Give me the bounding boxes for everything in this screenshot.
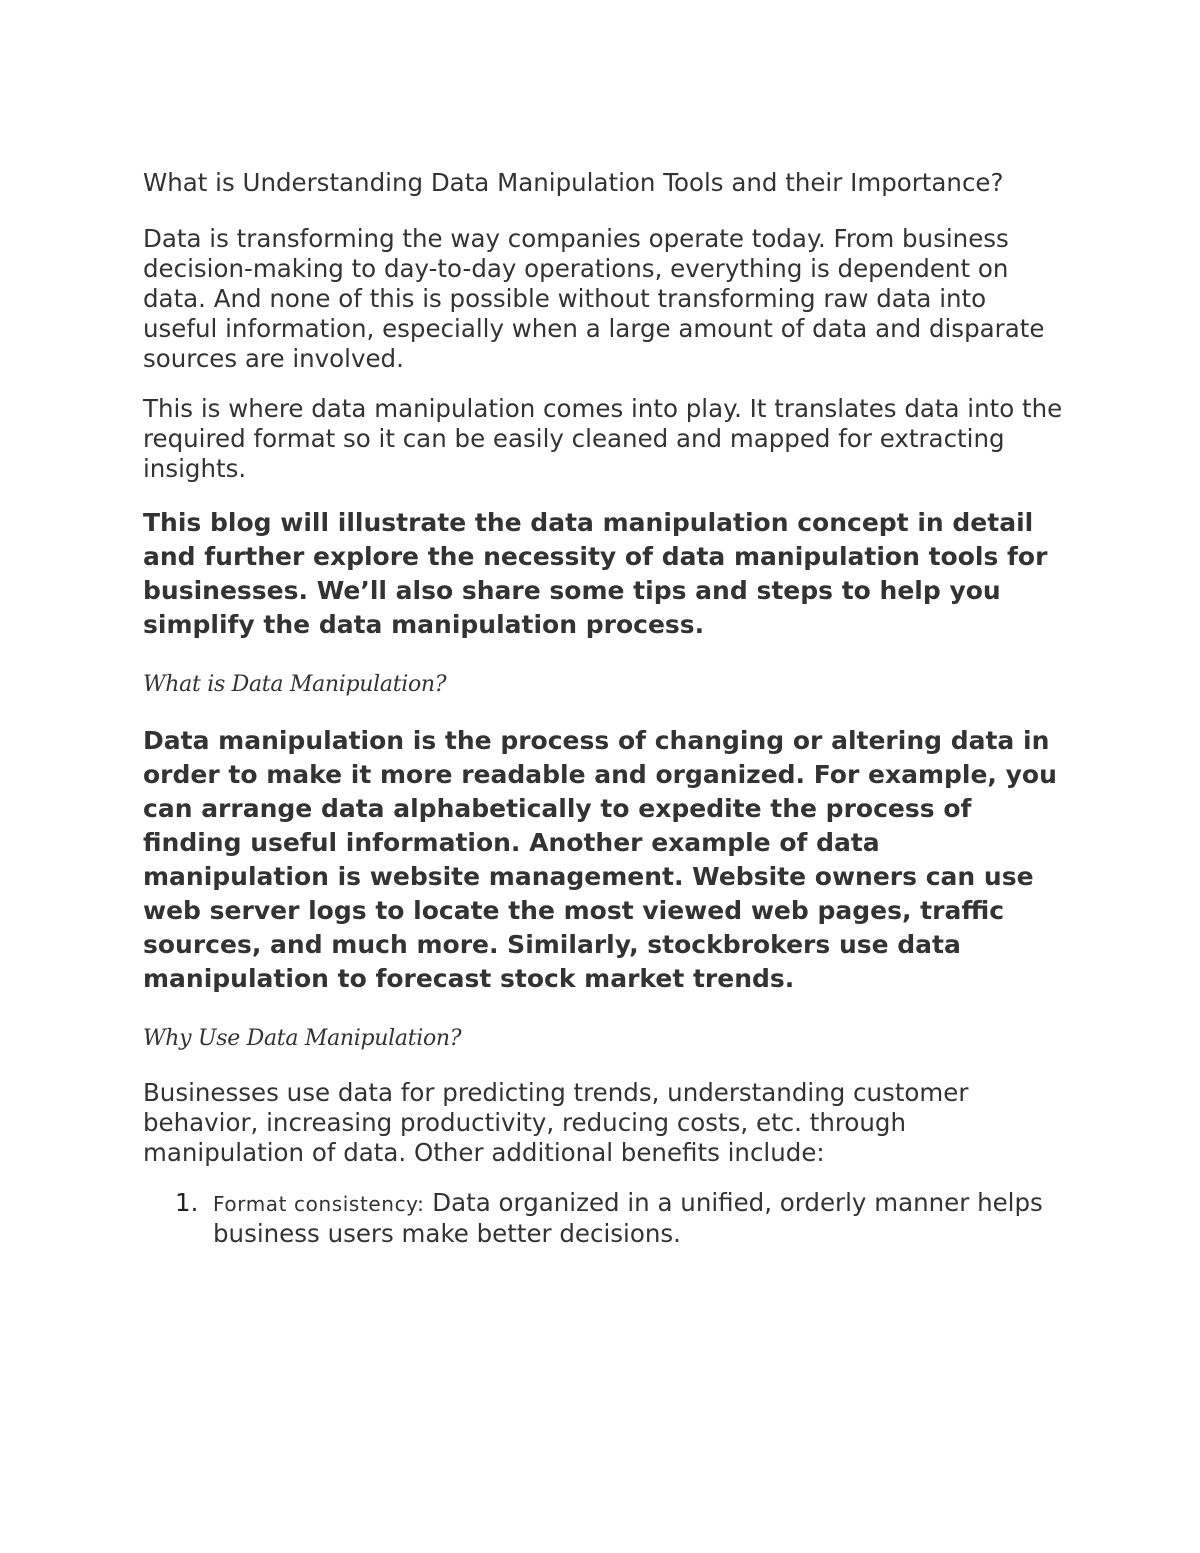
list-item-term: Format consistency: — [213, 1192, 425, 1216]
why-paragraph: Businesses use data for predicting trends, understanding customer behavior, increasing productivity, reducing costs, etc. through manipulation of data. Other additional benefits include: — [143, 1078, 969, 1167]
document-title: What is Understanding Data Manipulation Tools and their Importance? — [143, 168, 1004, 197]
intro-bold-paragraph: This blog will illustrate the data manipulation concept in detail and further explore the necessity of data manipulation tools for businesses. We’ll also share some tips and steps to help you simplify the data manipulation process. — [143, 508, 1048, 639]
what-bold-paragraph: Data manipulation is the process of changing or altering data in order to make it more readable and organized. For example, you can arrange data alphabetically to expedite the process of finding useful information. Another example of data manipulation is website management. Website owners can use web server logs to locate the most viewed web pages, traffic sources, and much more. Similarly, stockbrokers use data manipulation to forecast stock market trends. — [143, 726, 1057, 993]
heading-what-is-data-manipulation: What is Data Manipulation? — [143, 672, 447, 697]
benefits-list — [143, 1188, 1063, 1249]
list-item-text: Data organized in a unified, orderly manner helps business users make better decisions. — [213, 1188, 1043, 1248]
list-item — [143, 1188, 1063, 1249]
list-item-number: 1. — [175, 1188, 199, 1217]
document-page — [143, 168, 1063, 1249]
intro-paragraph-2: This is where data manipulation comes into play. It translates data into the required format so it can be easily cleaned and mapped for extracting insights. — [143, 394, 1063, 483]
heading-why-use-data-manipulation: Why Use Data Manipulation? — [143, 1026, 462, 1051]
intro-paragraph-1: Data is transforming the way companies operate today. From business decision-making to day-to-day operations, everything is dependent on data. And none of this is possible without transforming raw data into useful information, especially when a large amount of data and disparate sources are involved. — [143, 224, 1045, 373]
